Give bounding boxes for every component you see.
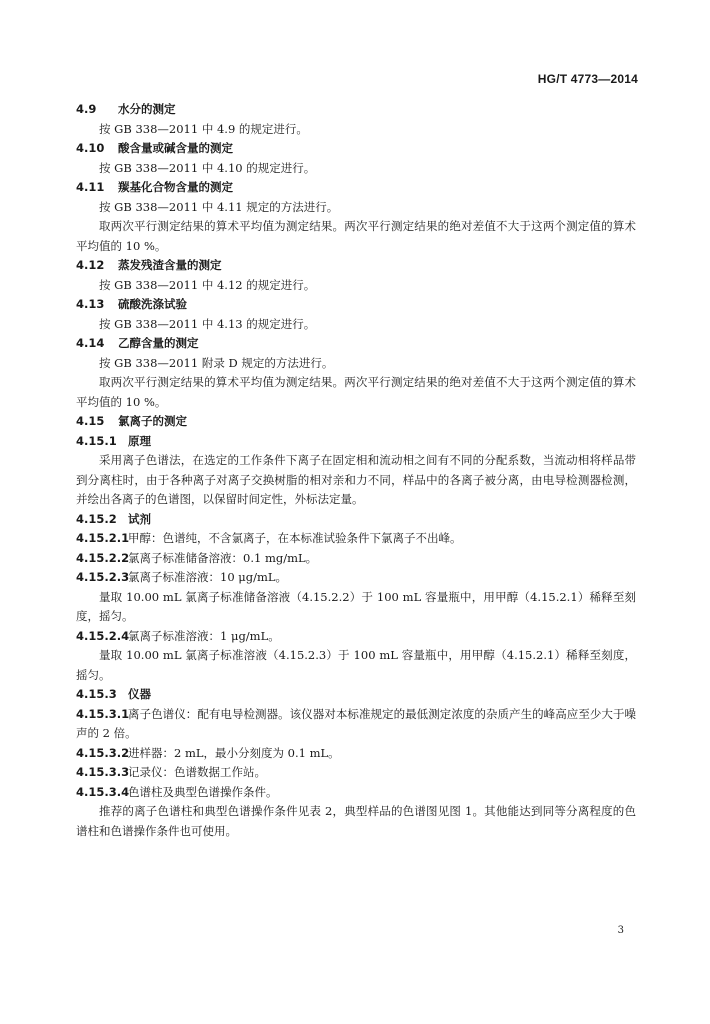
clause-item bbox=[76, 568, 636, 588]
clause-number: 4.15.2.1 bbox=[76, 531, 130, 545]
clause-number: 4.15.2.3 bbox=[76, 570, 130, 584]
clause-number: 4.15.2.2 bbox=[76, 550, 130, 565]
page-number: 3 bbox=[617, 925, 624, 936]
paragraph: 采用离子色谱法，在选定的工作条件下离子在固定相和流动相之间有不同的分配系数，当流动相将样品带到分离柱时，由于各种离子对离子交换树脂的相对亲和力不同，样品中的各离子被分离，由电导检测器检测，并绘出各离子的色谱图，以保留时间定性，外标法定量。 bbox=[76, 453, 636, 506]
section-heading bbox=[76, 295, 636, 315]
section-title: 蒸发残渣含量的测定 bbox=[118, 258, 222, 272]
paragraph: 按 GB 338—2011 中 4.10 的规定进行。 bbox=[99, 160, 316, 175]
paragraph: 量取 10.00 mL 氯离子标准储备溶液（4.15.2.2）于 100 mL 容量瓶中，用甲醇（4.15.2.1）稀释至刻度，摇匀。 bbox=[76, 589, 636, 623]
subsection-heading bbox=[76, 432, 636, 452]
clause-number: 4.15.3.2 bbox=[76, 745, 130, 760]
clause-number: 4.15.2.4 bbox=[76, 628, 130, 643]
paragraph: 按 GB 338—2011 中 4.9 的规定进行。 bbox=[99, 121, 308, 136]
section-title: 试剂 bbox=[128, 511, 151, 526]
paragraph: 取两次平行测定结果的算术平均值为测定结果。两次平行测定结果的绝对差值不大于这两个测定值的算术平均值的 10 %。 bbox=[76, 375, 636, 409]
section-number: 4.15.2 bbox=[76, 511, 117, 526]
clause-text: 氯离子标准储备溶液：0.1 mg/mL。 bbox=[128, 550, 318, 565]
clause-item bbox=[76, 529, 636, 549]
paragraph: 取两次平行测定结果的算术平均值为测定结果。两次平行测定结果的绝对差值不大于这两个测定值的算术平均值的 10 %。 bbox=[76, 219, 636, 253]
clause-text: 记录仪：色谱数据工作站。 bbox=[128, 765, 266, 779]
section-number: 4.15 bbox=[76, 414, 105, 428]
clause-text: 氯离子标准溶液：1 μg/mL。 bbox=[128, 628, 280, 643]
paragraph: 按 GB 338—2011 中 4.13 的规定进行。 bbox=[99, 316, 316, 331]
subsection-heading bbox=[76, 510, 636, 530]
section-title: 酸含量或碱含量的测定 bbox=[118, 141, 233, 155]
section-number: 4.15.3 bbox=[76, 687, 117, 701]
clause-number: 4.15.3.1 bbox=[76, 706, 130, 721]
section-number: 4.14 bbox=[76, 336, 105, 350]
standard-code: HG/T 4773—2014 bbox=[537, 72, 638, 86]
clause-item bbox=[76, 744, 636, 764]
clause-item bbox=[76, 763, 636, 783]
section-title: 羰基化合物含量的测定 bbox=[118, 180, 233, 194]
section-heading bbox=[76, 139, 636, 159]
paragraph: 量取 10.00 mL 氯离子标准溶液（4.15.2.3）于 100 mL 容量瓶中，用甲醇（4.15.2.1）稀释至刻度，摇匀。 bbox=[76, 648, 636, 682]
paragraph: 按 GB 338—2011 中 4.12 的规定进行。 bbox=[99, 277, 316, 292]
section-number: 4.12 bbox=[76, 258, 105, 272]
section-number: 4.15.1 bbox=[76, 433, 117, 448]
section-title: 仪器 bbox=[128, 687, 151, 701]
section-heading bbox=[76, 256, 636, 276]
document-body bbox=[76, 100, 636, 841]
clause-text: 氯离子标准溶液：10 μg/mL。 bbox=[128, 570, 288, 584]
section-heading bbox=[76, 178, 636, 198]
section-title: 水分的测定 bbox=[118, 102, 176, 116]
clause-number: 4.15.3.3 bbox=[76, 765, 130, 779]
section-number: 4.10 bbox=[76, 141, 105, 155]
section-number: 4.13 bbox=[76, 297, 105, 311]
section-heading bbox=[76, 334, 636, 354]
paragraph: 按 GB 338—2011 附录 D 规定的方法进行。 bbox=[99, 355, 334, 370]
clause-text: 甲醇：色谱纯，不含氯离子，在本标准试验条件下氯离子不出峰。 bbox=[128, 531, 462, 545]
clause-item bbox=[76, 549, 636, 569]
section-heading bbox=[76, 100, 636, 120]
clause-number: 4.15.3.4 bbox=[76, 784, 130, 799]
paragraph: 按 GB 338—2011 中 4.11 规定的方法进行。 bbox=[99, 199, 339, 214]
section-number: 4.11 bbox=[76, 180, 105, 194]
section-title: 原理 bbox=[128, 433, 151, 448]
clause-text: 色谱柱及典型色谱操作条件。 bbox=[128, 784, 278, 799]
subsection-heading bbox=[76, 685, 636, 705]
clause-item bbox=[76, 627, 636, 647]
clause-text: 离子色谱仪：配有电导检测器。该仪器对本标准规定的最低测定浓度的杂质产生的峰高应至少大于噪声的 2 倍。 bbox=[76, 706, 636, 740]
section-title: 乙醇含量的测定 bbox=[118, 336, 199, 350]
clause-item bbox=[76, 783, 636, 803]
section-title: 硫酸洗涤试验 bbox=[118, 297, 187, 311]
clause-paragraph bbox=[76, 705, 636, 744]
section-number: 4.9 bbox=[76, 102, 97, 116]
clause-text: 进样器：2 mL，最小分刻度为 0.1 mL。 bbox=[128, 745, 340, 760]
section-heading bbox=[76, 412, 636, 432]
paragraph: 推荐的离子色谱柱和典型色谱操作条件见表 2，典型样品的色谱图见图 1。其他能达到同等分离程度的色谱柱和色谱操作条件也可使用。 bbox=[76, 804, 636, 838]
section-title: 氯离子的测定 bbox=[118, 414, 187, 428]
